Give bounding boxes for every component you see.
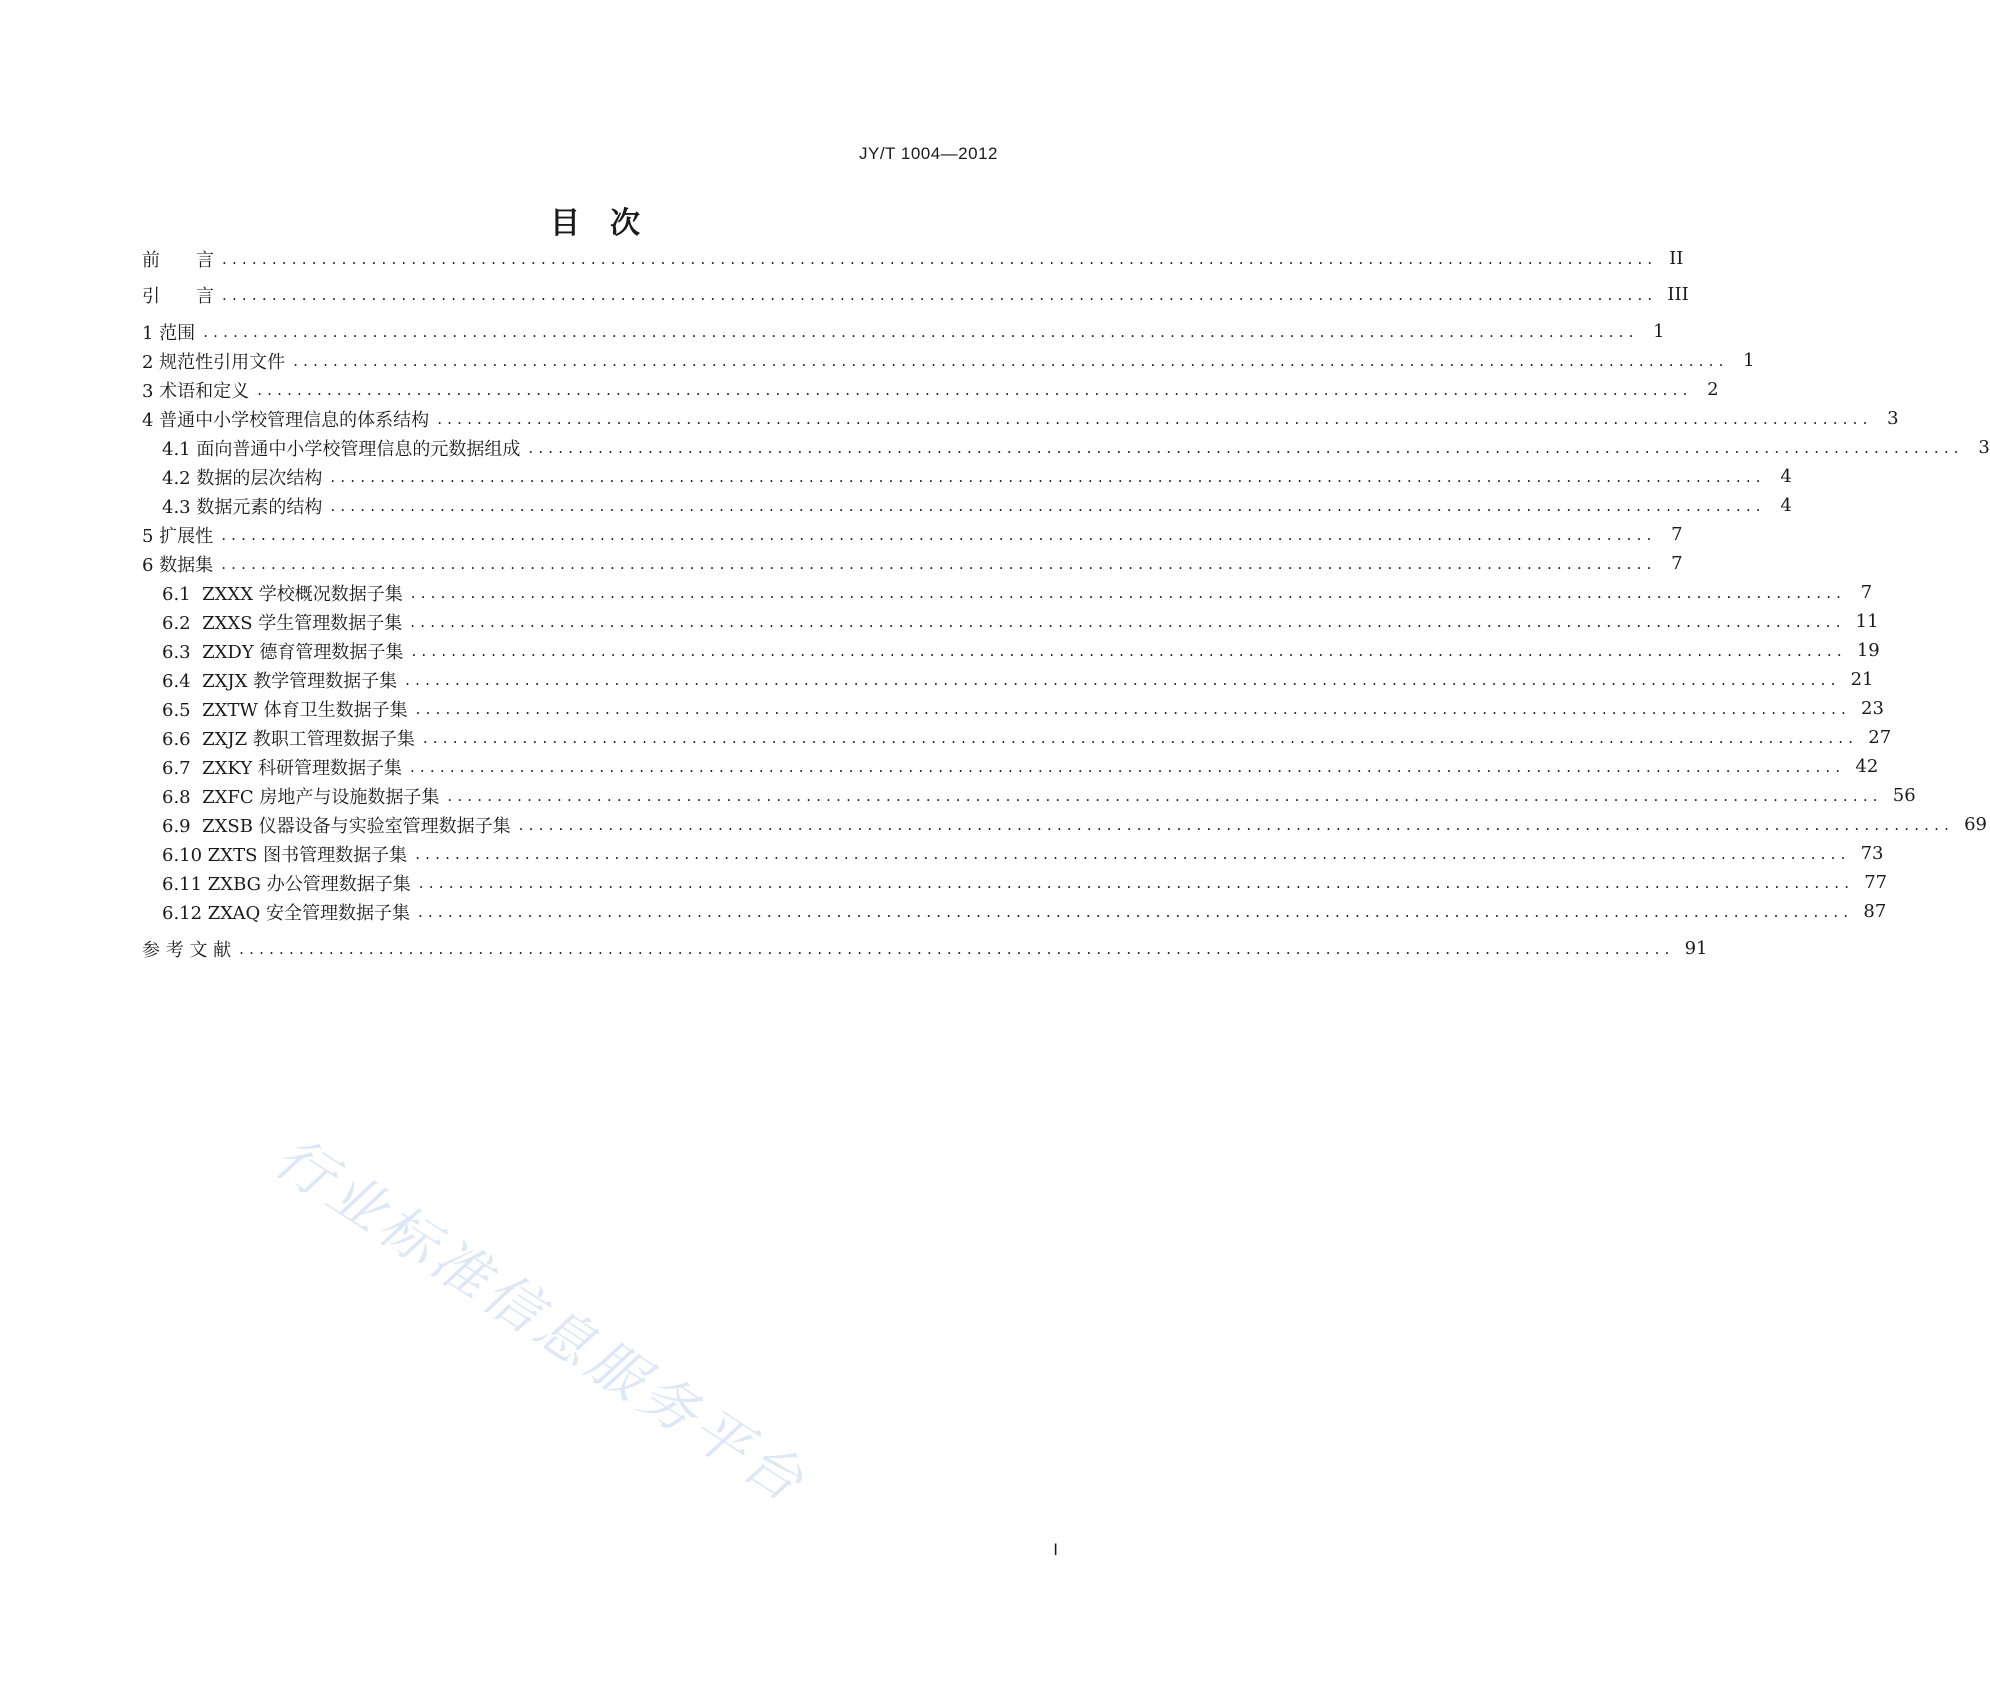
- toc-entry-label: 4.1 面向普通中小学校管理信息的元数据组成: [162, 438, 521, 460]
- toc-entry-label: 6.11 ZXBG 办公管理数据子集: [162, 873, 411, 895]
- toc-leader: ................................................................................................................................................: [415, 699, 1852, 718]
- toc-leader: ................................................................................................................................................: [447, 786, 1883, 805]
- toc-entry-6-1[interactable]: [0, 578, 1873, 607]
- toc-entry-page: 21: [1850, 669, 1874, 690]
- toc-entry-page: 69: [1964, 814, 1987, 835]
- toc-entry-3[interactable]: [0, 375, 1719, 404]
- toc-entry-label: 5 扩展性: [142, 525, 214, 547]
- toc-leader: ................................................................................................................................................: [293, 351, 1729, 370]
- toc-entry-label: 6.7 ZXKY 科研管理数据子集: [162, 757, 402, 779]
- watermark: 行业标准信息服务平台: [263, 1125, 819, 1518]
- toc-entry-page: III: [1667, 284, 1689, 305]
- toc-entry-page: 56: [1892, 785, 1916, 806]
- toc-entry-page: 42: [1855, 756, 1879, 777]
- toc-entry-page: 87: [1863, 901, 1887, 922]
- toc-entry-introduction[interactable]: [0, 280, 1689, 309]
- toc-entry-6-9[interactable]: [0, 810, 1987, 839]
- toc-entry-label: 6.6 ZXJZ 教职工管理数据子集: [162, 728, 415, 750]
- toc-entry-6[interactable]: [0, 549, 1683, 578]
- toc-entry-label: 6.10 ZXTS 图书管理数据子集: [162, 844, 408, 866]
- toc-entry-6-4[interactable]: [0, 665, 1874, 694]
- toc-leader: ................................................................................................................................................: [222, 285, 1658, 304]
- toc-entry-label: 前 言: [142, 249, 214, 271]
- toc-leader: ................................................................................................................................................: [257, 380, 1693, 399]
- toc-entry-label: 6.1 ZXXX 学校概况数据子集: [162, 583, 403, 605]
- toc-entry-label: 4.2 数据的层次结构: [162, 467, 323, 489]
- toc-leader: ................................................................................................................................................: [422, 728, 1859, 747]
- toc-entry-label: 2 规范性引用文件: [142, 351, 286, 373]
- toc-entry-label: 6 数据集: [142, 554, 214, 576]
- toc-leader: ................................................................................................................................................: [518, 815, 1955, 834]
- toc-entry-page: 1: [1743, 350, 1755, 371]
- toc-entry-label: 6.12 ZXAQ 安全管理数据子集: [162, 902, 410, 924]
- toc-entry-page: 4: [1780, 466, 1792, 487]
- toc-entry-page: 7: [1671, 553, 1683, 574]
- toc-entry-page: 19: [1856, 640, 1880, 661]
- toc-entry-6-5[interactable]: [0, 694, 1884, 723]
- toc-entry-page: 2: [1707, 379, 1719, 400]
- page-title: 目 次: [550, 206, 640, 241]
- toc-leader: ................................................................................................................................................: [528, 438, 1964, 457]
- toc-entry-2[interactable]: [0, 346, 1755, 375]
- page-number: I: [1053, 1540, 1058, 1559]
- toc-leader: ................................................................................................................................................: [221, 525, 1657, 544]
- toc-entry-4-3[interactable]: [0, 491, 1792, 520]
- toc-entry-6-12[interactable]: [0, 897, 1887, 926]
- toc-entry-page: 23: [1861, 698, 1884, 719]
- toc-leader: ................................................................................................................................................: [409, 757, 1846, 776]
- toc-entry-1[interactable]: [0, 317, 1665, 346]
- toc-entry-6-2[interactable]: [0, 607, 1879, 636]
- toc-entry-page: 3: [1978, 437, 1990, 458]
- toc-entry-label: 6.4 ZXJX 教学管理数据子集: [162, 670, 398, 692]
- toc-entry-label: 6.2 ZXXS 学生管理数据子集: [162, 612, 403, 634]
- toc-entry-page: 11: [1855, 611, 1879, 632]
- toc-entry-4-1[interactable]: [0, 433, 1990, 462]
- toc-leader: ................................................................................................................................................: [330, 496, 1766, 515]
- toc-entry-5[interactable]: [0, 520, 1683, 549]
- toc-leader: ................................................................................................................................................: [418, 873, 1855, 892]
- toc-entry-page: 1: [1653, 321, 1665, 342]
- toc-entry-page: 3: [1887, 408, 1899, 429]
- standard-code: JY/T 1004—2012: [859, 144, 998, 163]
- toc-leader: ................................................................................................................................................: [239, 939, 1675, 958]
- toc-entry-label: 参 考 文 献: [142, 939, 232, 961]
- toc-entry-6-8[interactable]: [0, 781, 1916, 810]
- toc-leader: ................................................................................................................................................: [417, 902, 1854, 921]
- toc-entry-references[interactable]: [0, 934, 1708, 963]
- toc-leader: ................................................................................................................................................: [221, 554, 1657, 573]
- toc-leader: ................................................................................................................................................: [330, 467, 1766, 486]
- toc-entry-4[interactable]: [0, 404, 1899, 433]
- toc-entry-6-7[interactable]: [0, 752, 1879, 781]
- toc-entry-label: 3 术语和定义: [142, 380, 250, 402]
- toc-entry-4-2[interactable]: [0, 462, 1792, 491]
- toc-entry-6-3[interactable]: [0, 636, 1880, 665]
- toc-entry-label: 6.3 ZXDY 德育管理数据子集: [162, 641, 404, 663]
- toc-entry-foreword[interactable]: [0, 244, 1684, 273]
- toc-leader: ................................................................................................................................................: [222, 249, 1658, 268]
- toc-entry-page: 7: [1860, 582, 1873, 603]
- toc-entry-page: 77: [1864, 872, 1888, 893]
- toc-leader: ................................................................................................................................................: [405, 670, 1841, 689]
- toc-leader: ................................................................................................................................................: [410, 583, 1847, 602]
- toc-entry-label: 6.5 ZXTW 体育卫生数据子集: [162, 699, 408, 721]
- toc-entry-6-11[interactable]: [0, 868, 1888, 897]
- toc-entry-page: II: [1669, 248, 1684, 269]
- toc-entry-label: 6.8 ZXFC 房地产与设施数据子集: [162, 786, 440, 808]
- toc-leader: ................................................................................................................................................: [410, 612, 1846, 631]
- toc-entry-label: 引 言: [142, 285, 214, 307]
- toc-entry-page: 7: [1671, 524, 1683, 545]
- toc-entry-page: 91: [1684, 938, 1708, 959]
- toc-entry-6-6[interactable]: [0, 723, 1892, 752]
- toc-leader: ................................................................................................................................................: [415, 844, 1851, 863]
- toc-entry-6-10[interactable]: [0, 839, 1884, 868]
- toc-leader: ................................................................................................................................................: [411, 641, 1847, 660]
- toc-leader: ................................................................................................................................................: [437, 409, 1873, 428]
- toc-entry-label: 4 普通中小学校管理信息的体系结构: [142, 409, 430, 431]
- toc-entry-page: 73: [1860, 843, 1884, 864]
- toc-entry-label: 6.9 ZXSB 仪器设备与实验室管理数据子集: [162, 815, 511, 837]
- toc-entry-page: 27: [1868, 727, 1892, 748]
- toc-entry-label: 4.3 数据元素的结构: [162, 496, 323, 518]
- toc-leader: ................................................................................................................................................: [203, 322, 1639, 341]
- toc-entry-label: 1 范围: [142, 322, 196, 344]
- toc-entry-page: 4: [1780, 495, 1792, 516]
